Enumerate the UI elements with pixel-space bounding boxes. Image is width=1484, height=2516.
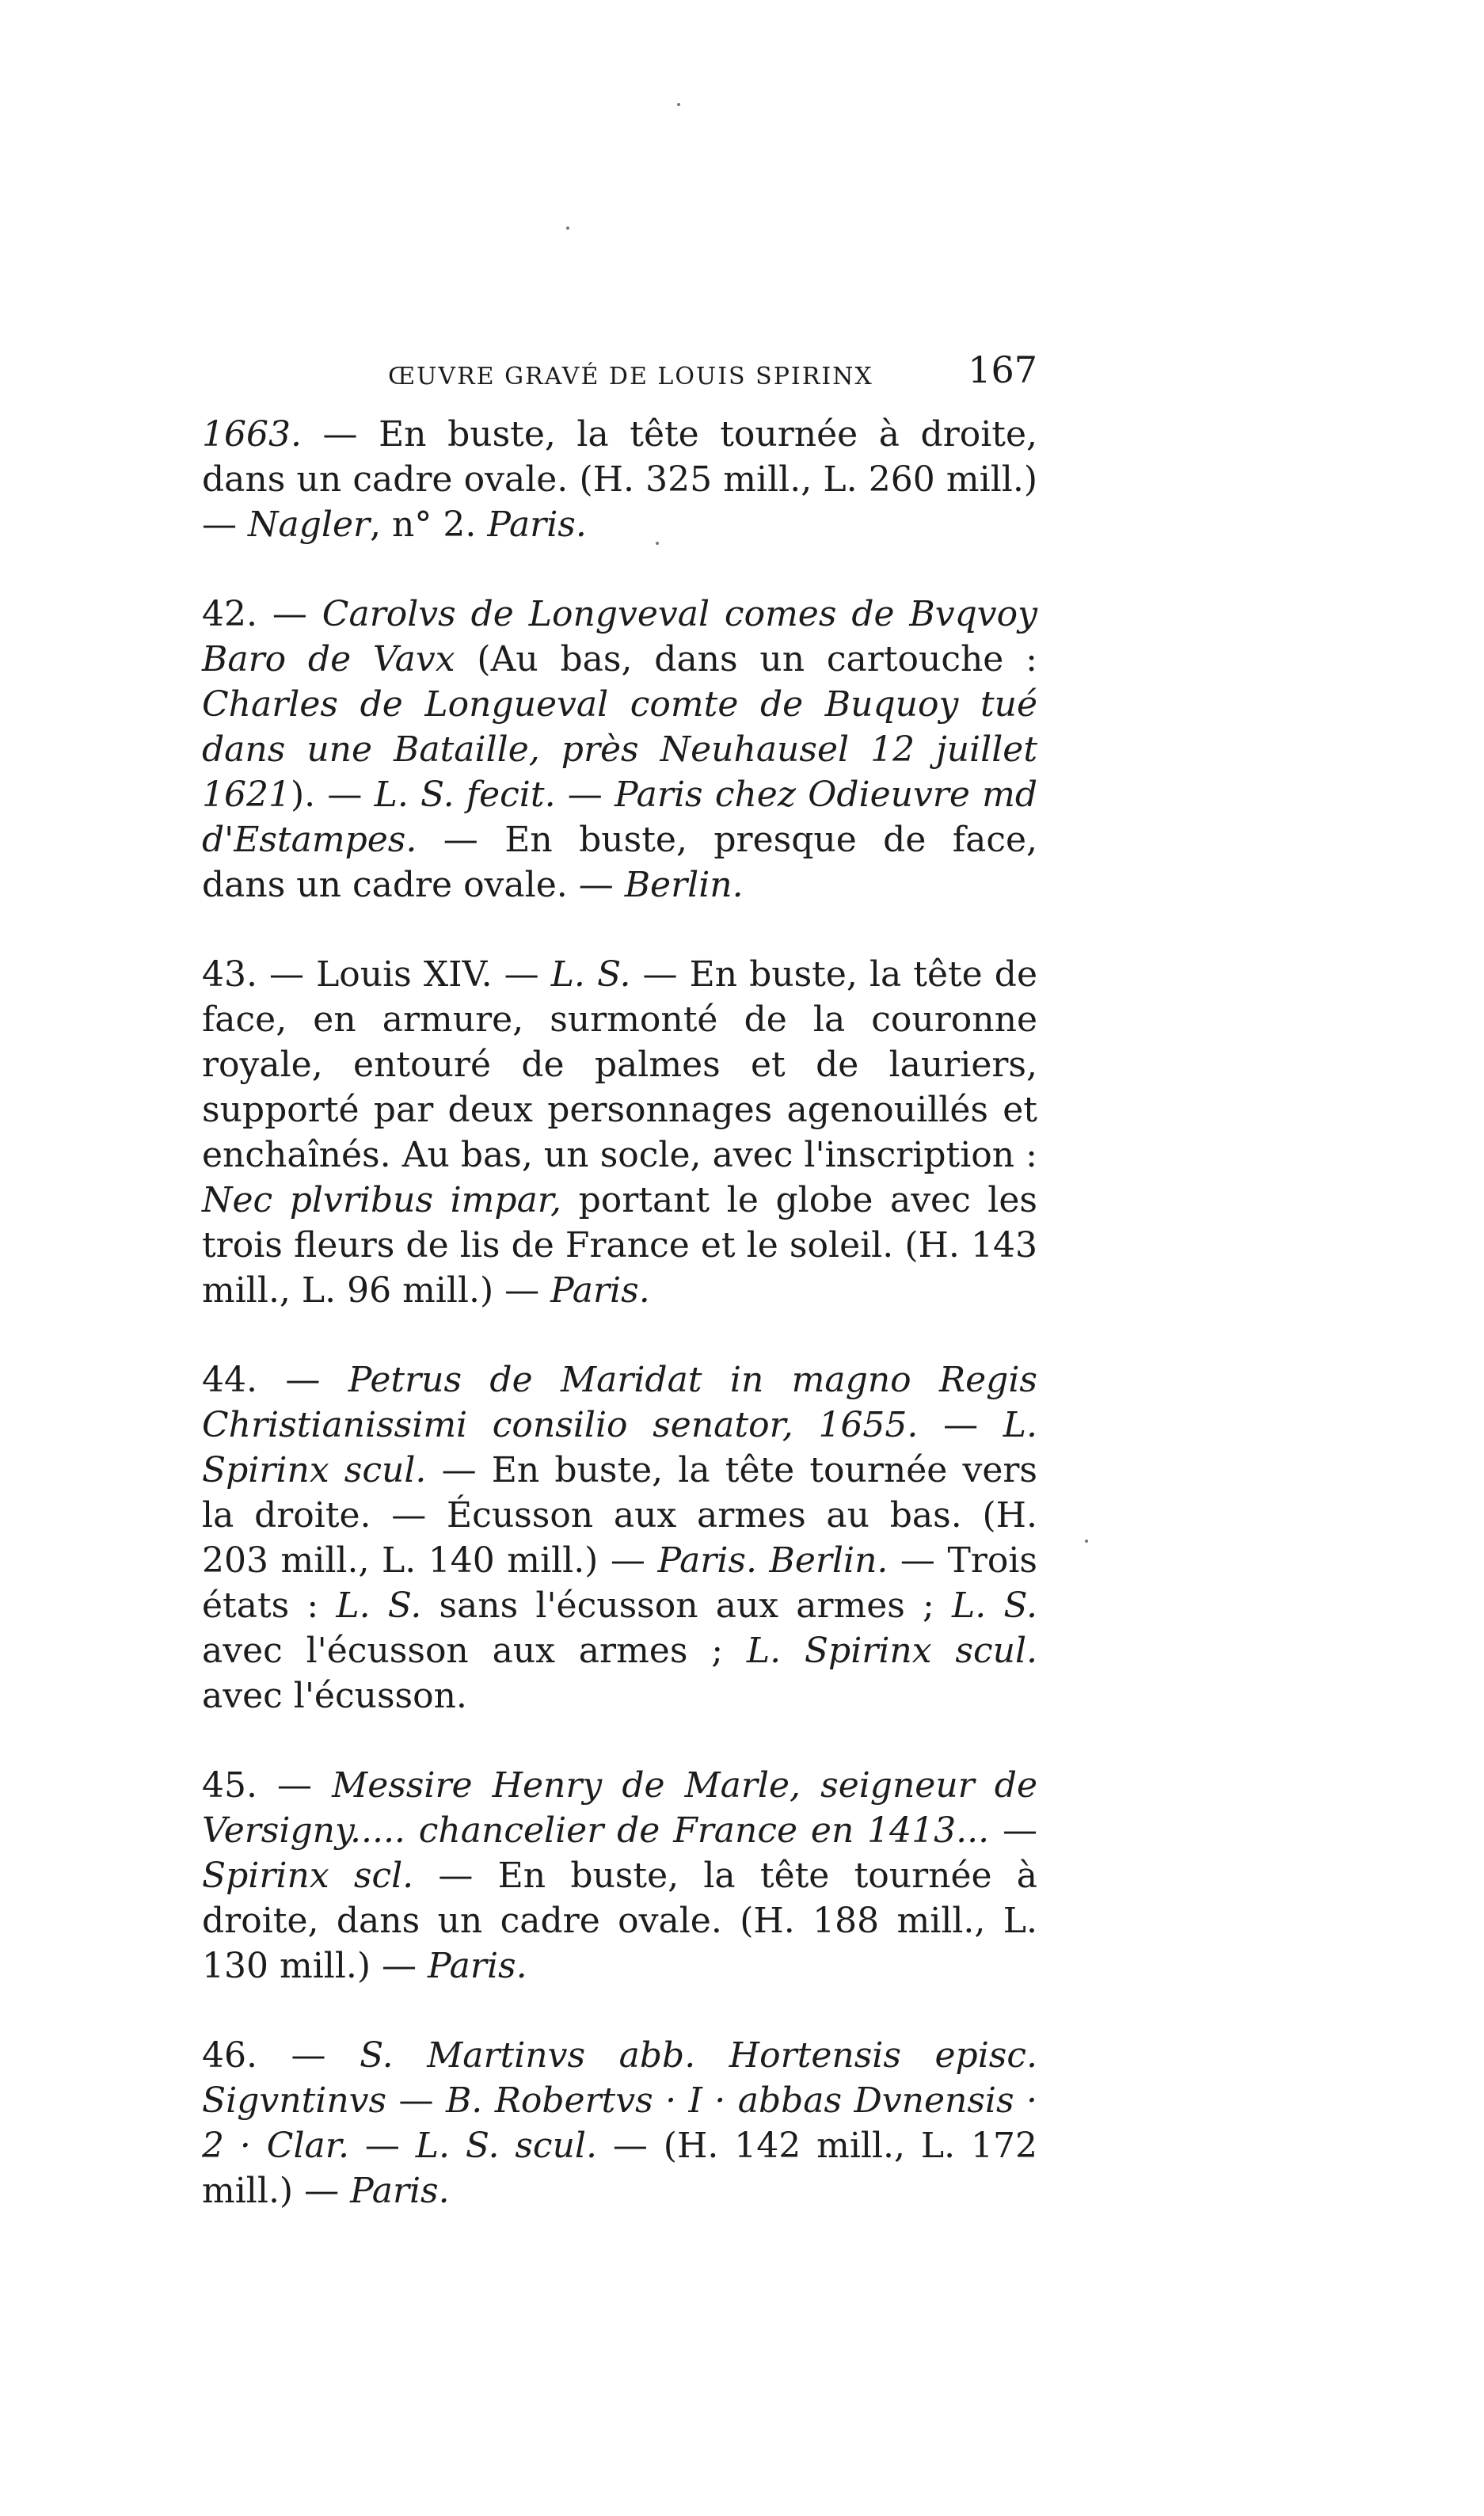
roman-run: — (348, 2126, 416, 2166)
roman-run: — (989, 1810, 1037, 1851)
entry-43 (202, 952, 1037, 1313)
italic-run: Nec plvribus impar, (202, 1180, 561, 1220)
roman-run: 44. — (202, 1360, 348, 1400)
italic-run: Petrus de Maridat in magno Regis Christianissimi consilio senator, 1655. (202, 1360, 1037, 1445)
roman-run: avec l'écusson. (202, 1676, 467, 1716)
italic-run: 1663. (202, 414, 302, 455)
page-number: 167 (968, 348, 1037, 391)
roman-run: avec l'écusson aux armes ; (202, 1631, 747, 1671)
italic-run: L. S. fecit. (374, 775, 556, 815)
italic-run: Paris. Berlin. (657, 1540, 888, 1581)
paper-speck (677, 103, 680, 106)
italic-run: Messire Henry de Marle, seigneur de Versigny..... chancelier de France en 1413... (202, 1765, 1037, 1851)
italic-run: L. S. (336, 1585, 422, 1626)
entry-44 (202, 1357, 1037, 1719)
entry-46 (202, 2033, 1037, 2213)
entry-45 (202, 1763, 1037, 1989)
roman-run: — En buste, la tête tournée à droite, dans un cadre ovale. (H. 325 mill., L. 260 mill.) — (202, 414, 1037, 545)
roman-run: — En buste, presque de face, dans un cadre ovale. — (202, 820, 1037, 905)
entry-continuation (202, 412, 1037, 547)
italic-run: L. Spirinx scul. (202, 1405, 1037, 1490)
roman-run: — (918, 1405, 1003, 1445)
italic-run: Paris chez Odieuvre md d'Estampes. (202, 775, 1038, 860)
page-header (202, 348, 1037, 404)
italic-run: Nagler (248, 504, 371, 545)
italic-run: Charles de Longueval comte de Buquoy tué dans une Bataille, près Neuhausel 12 juillet 1621 (202, 684, 1037, 815)
roman-run: , n° 2. (370, 504, 488, 545)
roman-run: — En buste, la tête tournée vers la droite. — Écusson aux armes au bas. (H. 203 mill., L. 140 mill.) — (202, 1450, 1037, 1581)
italic-run: Berlin. (624, 865, 744, 905)
catalogue-text (202, 412, 1037, 2213)
italic-run: Carolvs de Longveval comes de Bvqvoy Baro de Vavx (202, 594, 1037, 679)
roman-run: — Trois états : (202, 1540, 1037, 1626)
roman-run: — En buste, la tête de face, en armure, surmonté de la couronne royale, entouré de palmes et de lauriers, supporté par deux personnages agenouillés et enchaînés. Au bas, un socle, avec l'inscription : (202, 954, 1037, 1175)
italic-run: L. S. (550, 954, 631, 995)
roman-run: sans l'écusson aux armes ; (421, 1585, 953, 1626)
roman-run: — En buste, la tête tournée à droite, dans un cadre ovale. (H. 188 mill., L. 130 mill.) — (202, 1856, 1037, 1986)
roman-run: ). — (290, 775, 375, 815)
paper-speck (566, 226, 569, 230)
italic-run: L. Spirinx scul. (746, 1631, 1038, 1671)
paper-speck (1085, 1540, 1088, 1543)
italic-run: B. Robertvs · I · abbas Dvnensis · 2 · Clar. (202, 2080, 1037, 2166)
roman-run: 45. — (202, 1765, 333, 1806)
roman-run: — (386, 2080, 446, 2121)
italic-run: Paris. (428, 1946, 527, 1986)
italic-run: Paris. (487, 504, 587, 545)
italic-run: Paris. (550, 1270, 650, 1311)
entry-42 (202, 592, 1037, 908)
italic-run: S. Martinvs abb. Hortensis episc. Sigvntinvs (202, 2035, 1037, 2121)
italic-run: Paris. (350, 2171, 450, 2211)
italic-run: Spirinx scl. (202, 1856, 414, 1896)
roman-run: 46. — (202, 2035, 360, 2076)
italic-run: L. S. (952, 1585, 1037, 1626)
running-title: ŒUVRE GRAVÉ DE LOUIS SPIRINX (388, 363, 873, 390)
italic-run: L. S. scul. (415, 2126, 597, 2166)
roman-run: portant le globe avec les trois fleurs de lis de France et le soleil. (H. 143 mill., L. 96 mill.) — (202, 1180, 1037, 1311)
roman-run: (Au bas, dans un cartouche : (455, 639, 1037, 679)
roman-run: — (H. 142 mill., L. 172 mill.) — (202, 2126, 1037, 2211)
roman-run: 43. — Louis XIV. — (202, 954, 551, 995)
roman-run: — (555, 775, 615, 815)
roman-run: 42. — (202, 594, 322, 634)
